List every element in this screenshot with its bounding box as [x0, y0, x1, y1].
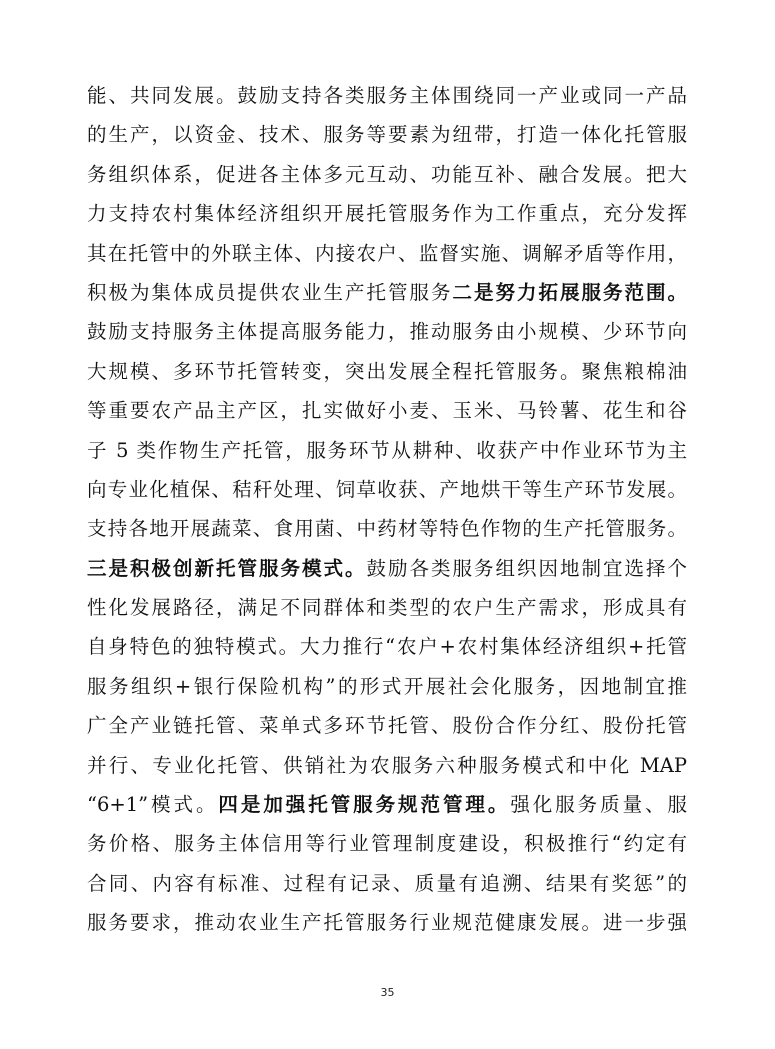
body-text	[87, 76, 687, 943]
paragraph-text: 服务要求，推动农业生产托管服务行业规范健康发展。进一步强	[87, 911, 687, 935]
bold-heading-text: 四是加强托管服务规范管理。	[218, 793, 511, 817]
paragraph-text: 服务组织+银行保险机构”的形式开展社会化服务，因地制宜推	[87, 674, 687, 698]
paragraph-text: 强化服务质量、服	[510, 793, 687, 817]
text-line	[87, 115, 687, 154]
text-line	[87, 273, 687, 312]
paragraph-text: 自身特色的独特模式。大力推行“农户+农村集体经济组织+托管	[87, 635, 687, 659]
text-line	[87, 155, 687, 194]
paragraph-text: 并行、专业化托管、供销社为农服务六种服务模式和中化 MAP	[87, 753, 687, 777]
paragraph-text: 大规模、多环节托管转变，突出发展全程托管服务。聚焦粮棉油	[87, 359, 687, 383]
text-line	[87, 588, 687, 627]
paragraph-text: “6+1”模式。	[87, 793, 219, 817]
text-line	[87, 352, 687, 391]
paragraph-text: 能、共同发展。鼓励支持各类服务主体围绕同一产业或同一产品	[87, 84, 687, 107]
paragraph-text: 鼓励各类服务组织因地制宜选择个	[366, 556, 687, 580]
paragraph-text: 务组织体系，促进各主体多元互动、功能互补、融合发展。把大	[87, 162, 687, 186]
text-line	[87, 785, 687, 824]
paragraph-text: 其在托管中的外联主体、内接农户、监督实施、调解矛盾等作用，	[87, 241, 687, 265]
text-line	[87, 391, 687, 430]
text-line	[87, 746, 687, 785]
page-number: 35	[380, 986, 395, 999]
paragraph-text: 支持各地开展蔬菜、食用菌、中药材等特色作物的生产托管服务。	[87, 517, 687, 541]
paragraph-text: 等重要农产品主产区，扎实做好小麦、玉米、马铃薯、花生和谷	[87, 399, 687, 423]
paragraph-text: 广全产业链托管、菜单式多环节托管、股份合作分红、股份托管	[87, 714, 687, 738]
text-line	[87, 549, 687, 588]
bold-heading-text: 三是积极创新托管服务模式。	[87, 556, 367, 580]
bold-heading-text: 二是努力拓展服务范围。	[452, 280, 687, 304]
text-line	[87, 667, 687, 706]
paragraph-text: 积极为集体成员提供农业生产托管服务	[87, 280, 453, 304]
paragraph-text: 力支持农村集体经济组织开展托管服务作为工作重点，充分发挥	[87, 202, 687, 226]
text-line	[87, 312, 687, 351]
text-line	[87, 706, 687, 745]
text-line	[87, 824, 687, 863]
paragraph-text: 向专业化植保、秸秆处理、饲草收获、产地烘干等生产环节发展。	[87, 477, 687, 501]
paragraph-text: 性化发展路径，满足不同群体和类型的农户生产需求，形成具有	[87, 596, 687, 620]
paragraph-text: 务价格、服务主体信用等行业管理制度建设，积极推行“约定有	[87, 832, 687, 856]
text-line	[87, 864, 687, 903]
paragraph-text: 子 5 类作物生产托管，服务环节从耕种、收获产中作业环节为主	[87, 438, 687, 462]
text-line	[87, 76, 687, 115]
text-line	[87, 627, 687, 666]
text-line	[87, 509, 687, 548]
text-line	[87, 431, 687, 470]
text-line	[87, 234, 687, 273]
text-line	[87, 194, 687, 233]
paragraph-text: 合同、内容有标准、过程有记录、质量有追溯、结果有奖惩”的	[87, 871, 687, 895]
text-line	[87, 470, 687, 509]
text-line	[87, 903, 687, 942]
paragraph-text: 鼓励支持服务主体提高服务能力，推动服务由小规模、少环节向	[87, 320, 687, 344]
paragraph-text: 的生产，以资金、技术、服务等要素为纽带，打造一体化托管服	[87, 123, 687, 147]
